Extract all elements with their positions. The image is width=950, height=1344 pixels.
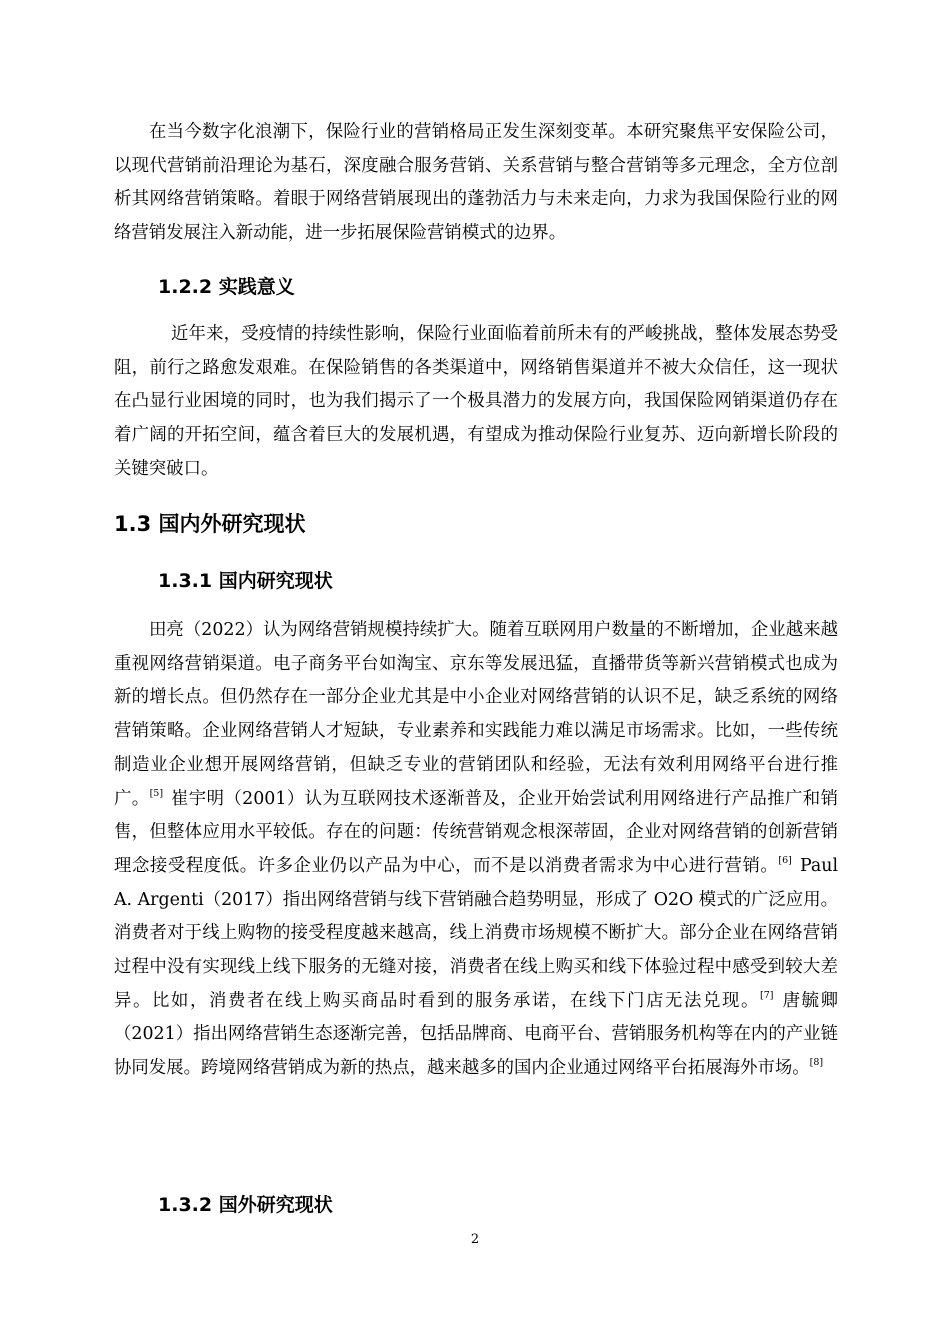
heading-1-3-1: 1.3.1 国内研究现状 [158, 570, 333, 592]
practical-significance-paragraph: 近年来，受疫情的持续性影响，保险行业面临着前所未有的严峻挑战，整体发展态势受阻，前行之路愈发艰难。在保险销售的各类渠道中，网络销售渠道并不被大众信任，这一现状在凸显行业困境的同时，也为我们揭示了一个极具潜力的发展方向，我国保险网销渠道仍存在着广阔的开拓空间，蕴含着巨大的发展机遇，有望成为推动保险行业复苏、迈向新增长阶段的关键突破口。 [114, 324, 838, 479]
citation-7: [7] [760, 989, 774, 1001]
domestic-text-part-1: 田亮（2022）认为网络营销规模持续扩大。随着互联网用户数量的不断增加，企业越来越重视网络营销渠道。电子商务平台如淘宝、京东等发展迅猛，直播带货等新兴营销模式也成为新的增长点。但仍然存在一部分企业尤其是中小企业对网络营销的认识不足，缺乏系统的网络营销策略。企业网络营销人才短缺，专业素养和实践能力难以满足市场需求。比如，一些传统制造业企业想开展网络营销，但缺乏专业的营销团队和经验，无法有效利用网络平台进行推广。 [114, 620, 838, 809]
domestic-text-part-4: 唐毓卿（2021）指出网络营销生态逐渐完善，包括品牌商、电商平台、营销服务机构等在内的产业链协同发展。跨境网络营销成为新的热点，越来越多的国内企业通过网络平台拓展海外市场。 [114, 990, 838, 1079]
heading-1-2-2: 1.2.2 实践意义 [158, 276, 295, 298]
citation-8: [8] [809, 1057, 824, 1069]
citation-5: [5] [149, 787, 164, 799]
citation-6: [6] [778, 854, 792, 866]
domestic-text-part-3: Paul A. Argenti（2017）指出网络营销与线下营销融合趋势明显，形成了 O2O 模式的广泛应用。消费者对于线上购物的接受程度越来越高，线上消费市场规模不断扩大。部分企业在网络营销过程中没有实现线上线下服务的无缝对接，消费者在线上购买和线下体验过程中感受到较大差异。比如，消费者在线上购买商品时看到的服务承诺，在线下门店无法兑现。 [114, 855, 839, 1011]
intro-paragraph: 在当今数字化浪潮下，保险行业的营销格局正发生深刻变革。本研究聚焦平安保险公司，以现代营销前沿理论为基石，深度融合服务营销、关系营销与整合营销等多元理念，全方位剖析其网络营销策略。着眼于网络营销展现出的蓬勃活力与未来走向，力求为我国保险行业的网络营销发展注入新动能，进一步拓展保险营销模式的边界。 [114, 122, 838, 244]
heading-1-3-2: 1.3.2 国外研究现状 [158, 1194, 333, 1216]
page-number: 2 [470, 1232, 480, 1247]
domestic-research-paragraph [114, 614, 838, 1086]
domestic-text-part-2: 崔宇明（2001）认为互联网技术逐渐普及，企业开始尝试利用网络进行产品推广和销售，但整体应用水平较低。存在的问题：传统营销观念根深蒂固，企业对网络营销的创新营销理念接受程度低。许多企业仍以产品为中心，而不是以消费者需求为中心进行营销。 [114, 788, 838, 876]
heading-1-3: 1.3 国内外研究现状 [114, 512, 306, 536]
